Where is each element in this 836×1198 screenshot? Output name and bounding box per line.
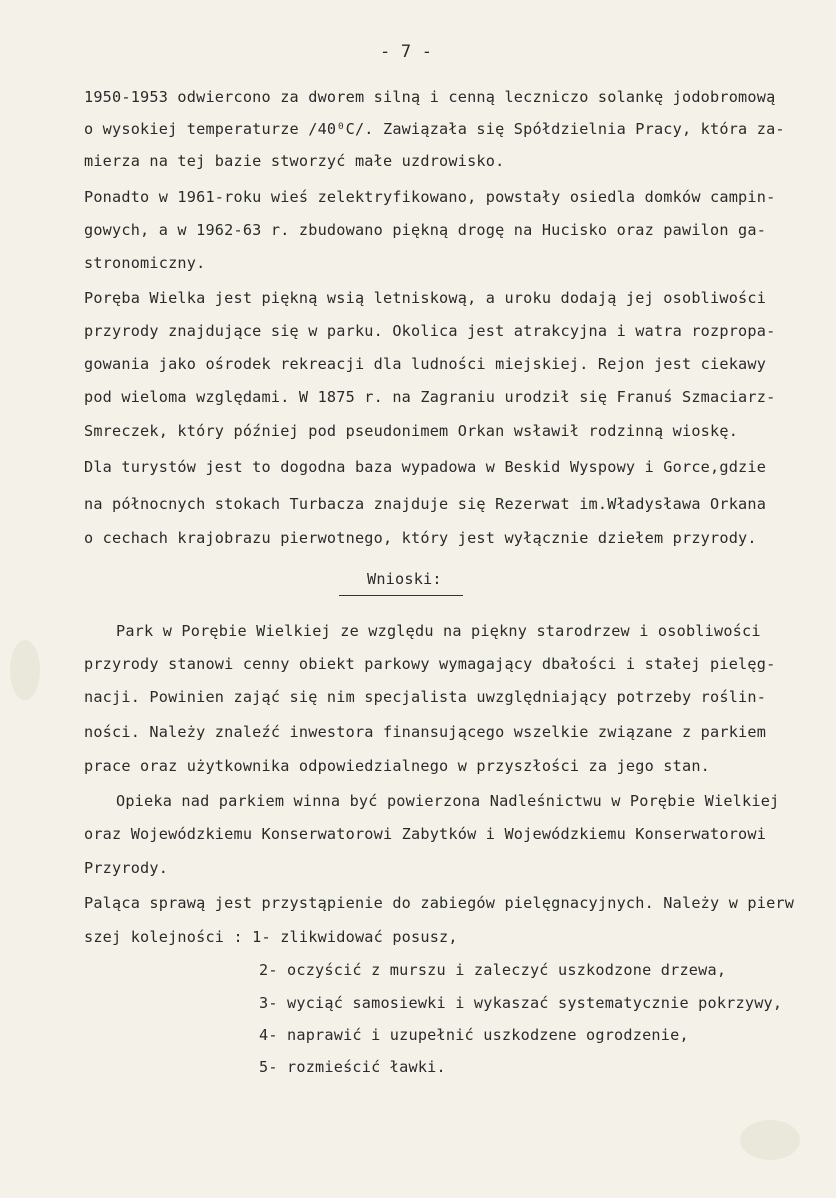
section-heading: Wnioski: (367, 570, 442, 588)
text-line: nacji. Powinien zająć się nim specjalista uwzględniający potrzeby roślin- (84, 688, 767, 706)
text-line: stronomiczny. (84, 254, 206, 272)
text-line: prace oraz użytkownika odpowiedzialnego w przyszłości za jego stan. (84, 757, 711, 775)
text-line: gowych, a w 1962-63 r. zbudowano piękną drogę na Hucisko oraz pawilon ga- (84, 221, 767, 239)
text-line: mierza na tej bazie stworzyć małe uzdrowisko. (84, 152, 505, 170)
text-line: pod wieloma względami. W 1875 r. na Zagraniu urodził się Franuś Szmaciarz- (84, 388, 776, 406)
page-number: - 7 - (380, 42, 433, 62)
list-item: 5- rozmieścić ławki. (259, 1058, 446, 1076)
text-line: gowania jako ośrodek rekreacji dla ludności miejskiej. Rejon jest ciekawy (84, 355, 767, 373)
heading-underline (339, 595, 463, 596)
text-line: przyrody znajdujące się w parku. Okolica jest atrakcyjna i watra rozpropa- (84, 322, 776, 340)
text-line: na północnych stokach Turbacza znajduje się Rezerwat im.Władysława Orkana (84, 495, 767, 513)
text-line: Przyrody. (84, 859, 169, 877)
text-line: Dla turystów jest to dogodna baza wypadowa w Beskid Wyspowy i Gorce,gdzie (84, 458, 767, 476)
text-line: Poręba Wielka jest piękną wsią letniskową, a uroku dodają jej osobliwości (84, 289, 767, 307)
paper-stain (10, 640, 40, 700)
text-line: 1950-1953 odwiercono za dworem silną i cenną leczniczo solankę jodobromową (84, 88, 776, 106)
list-item: 4- naprawić i uzupełnić uszkodzene ogrodzenie, (259, 1026, 689, 1044)
text-line: oraz Wojewódzkiemu Konserwatorowi Zabytków i Wojewódzkiemu Konserwatorowi (84, 825, 767, 843)
text-line: o cechach krajobrazu pierwotnego, który jest wyłącznie dziełem przyrody. (84, 529, 757, 547)
text-line: szej kolejności : 1- zlikwidować posusz, (84, 928, 458, 946)
text-line: o wysokiej temperaturze /40⁰C/. Zawiązała się Spółdzielnia Pracy, która za- (84, 120, 785, 138)
text-line: Smreczek, który później pod pseudonimem Orkan wsławił rodzinną wioskę. (84, 422, 739, 440)
text-line: przyrody stanowi cenny obiekt parkowy wymagający dbałości i stałej pielęg- (84, 655, 776, 673)
text-line: Ponadto w 1961-roku wieś zelektryfikowano, powstały osiedla domków campin- (84, 188, 776, 206)
text-line: ności. Należy znaleźć inwestora finansującego wszelkie związane z parkiem (84, 723, 767, 741)
text-line: Park w Porębie Wielkiej ze względu na piękny starodrzew i osobliwości (116, 622, 761, 640)
paper-stain (740, 1120, 800, 1160)
list-item: 3- wyciąć samosiewki i wykaszać systematycznie pokrzywy, (259, 994, 783, 1012)
list-item: 2- oczyścić z murszu i zaleczyć uszkodzone drzewa, (259, 961, 727, 979)
text-line: Paląca sprawą jest przystąpienie do zabiegów pielęgnacyjnych. Należy w pierw (84, 894, 795, 912)
text-line: Opieka nad parkiem winna być powierzona Nadleśnictwu w Porębie Wielkiej (116, 792, 780, 810)
